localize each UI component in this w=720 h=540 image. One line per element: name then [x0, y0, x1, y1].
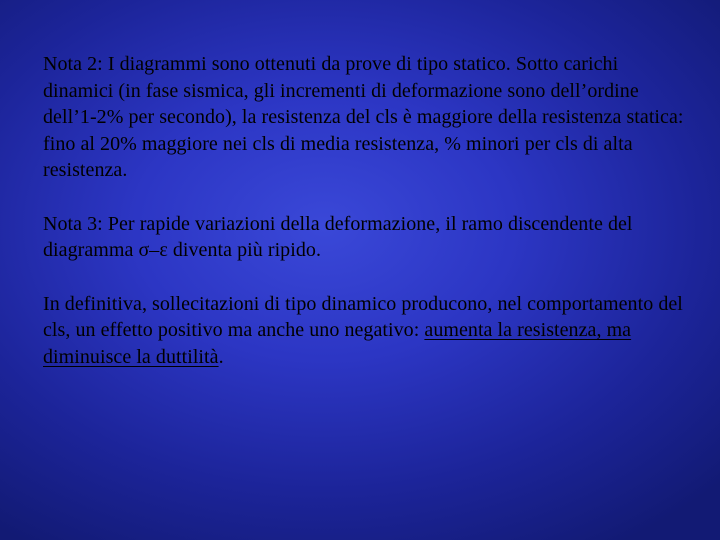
conclusion-emphasis: aumenta la resistenza, ma diminuisce la duttilità: [43, 319, 632, 368]
note-3-text: Nota 3: Per rapide variazioni della deformazione, il ramo discendente del diagramma σ–ε diventa più ripido.: [43, 212, 633, 261]
slide-content: [43, 51, 693, 370]
conclusion-end: .: [218, 345, 224, 368]
note-3-paragraph: [43, 211, 693, 264]
conclusion-paragraph: [43, 291, 693, 371]
conclusion-text: In definitiva, sollecitazioni di tipo dinamico producono, nel comportamento del cls, un effetto positivo ma anche uno negativo:: [43, 292, 683, 341]
note-2-paragraph: [43, 51, 693, 184]
note-2-text: Nota 2: I diagrammi sono ottenuti da prove di tipo statico. Sotto carichi dinamici (in fase sismica, gli incrementi di deformazione sono dell’ordine dell’1-2% per secondo), la resistenza del cls è maggiore della resistenza statica: fino al 20% maggiore nei cls di media resistenza, % minori per cls di alta resistenza.: [43, 53, 684, 181]
